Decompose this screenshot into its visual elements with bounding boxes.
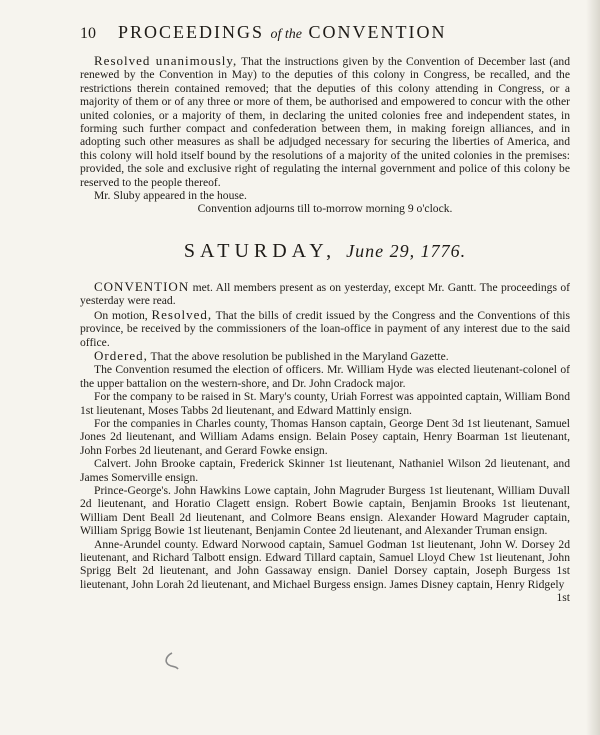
page-content	[80, 22, 570, 605]
running-title	[118, 22, 447, 43]
opening-paragraph	[80, 280, 570, 308]
motion-resolved: Resolved,	[151, 306, 213, 322]
running-head	[80, 22, 570, 48]
page-number: 10	[80, 25, 96, 42]
appearance-line: Mr. Sluby appeared in the house.	[94, 189, 247, 203]
day-heading	[80, 240, 570, 266]
motion-paragraph	[80, 308, 570, 349]
opening-text: met. All members present as on yesterday, except Mr. Gantt. The proceedings of yesterday were read.	[80, 280, 570, 308]
day-date: June 29, 1776.	[346, 240, 467, 261]
prince-georges-paragraph: Prince-George's. John Hawkins Lowe captain, John Magruder Burgess 1st lieutenant, William Duvall 2d lieutenant, and Horatio Clagett ensign. Robert Bowie captain, Benjamin Brooks 1st lieutenant, William Dent Beall 2d lieutenant, and Colmore Beans ensign. Alexander Howard Magruder captain, William Sprigg Bowie 1st lieutenant, Benjamin Contee 2d lieutenant, and Alexander Truman ensign.	[80, 483, 570, 538]
motion-text: That the bills of credit issued by the Congress and the Conventions of this province, be received by the commissioners of the loan-office in payment of any interest due to the said office.	[80, 308, 570, 349]
adjourn-line: Convention adjourns till to-morrow morning 9 o'clock.	[197, 202, 453, 216]
charles-paragraph: For the companies in Charles county, Thomas Hanson captain, George Dent 3d 1st lieutenant, Samuel Jones 2d lieutenant, and William Adams ensign. Belain Posey captain, Henry Boarman 1st lieutenant, John Forbes 2d lieutenant, and Gerard Fowke ensign.	[80, 416, 570, 457]
running-title-of: of the	[270, 27, 303, 42]
st-marys-paragraph: For the company to be raised in St. Mary's county, Uriah Forrest was appointed captain, William Bond 1st lieutenant, Moses Tabbs 2d lieutenant, and Edward Mattinly ensign.	[80, 390, 570, 417]
day-weekday: SATURDAY,	[183, 239, 337, 262]
ordered-paragraph	[80, 349, 570, 363]
opening-lead: CONVENTION	[94, 278, 190, 294]
officers-paragraph: The Convention resumed the election of officers. Mr. William Hyde was elected lieutenant-colonel of the upper battalion on the western-shore, and Dr. John Cradock major.	[80, 363, 570, 390]
resolution-lead: Resolved unanimously,	[94, 53, 238, 68]
resolution-text: That the instructions given by the Convention of December last (and renewed by the Convention in May) to the deputies of this colony in Congress, be recalled, and the restrictions therein contained removed; that the deputies of this colony attending in Congress, or a majority of them or of any three or more of them, be authorised and empowered to concur with the other united colonies, or a majority of them, in declaring the united colonies free and independent states, in forming such further compact and confederation between them, in making foreign alliances, and in adopting such other measures as shall be adjudged necessary for securing the liberties of America, and this colony will hold itself bound by the resolutions of a majority of the united colonies in the premises: provided, the sole and exclusive right of regulating the internal government and police of this colony be reserved to the people thereof.	[80, 55, 571, 189]
resolution-paragraph	[80, 54, 570, 189]
pencil-mark-icon	[160, 650, 184, 672]
running-title-end: CONVENTION	[308, 22, 447, 42]
calvert-paragraph: Calvert. John Brooke captain, Frederick Skinner 1st lieutenant, Nathaniel Wilson 2d lieutenant, and James Somerville ensign.	[80, 457, 570, 484]
running-title-main: PROCEEDINGS	[118, 22, 265, 42]
ordered-text: That the above resolution be published in the Maryland Gazette.	[147, 349, 449, 363]
motion-lead: On motion,	[94, 308, 152, 322]
catchword: 1st	[556, 591, 570, 605]
ordered-lead: Ordered,	[94, 347, 148, 363]
anne-arundel-paragraph: Anne-Arundel county. Edward Norwood captain, Samuel Godman 1st lieutenant, John W. Dorsey 2d lieutenant, and Richard Talbott ensign. Edward Tillard captain, Samuel Lloyd Chew 1st lieutenant, John Sprigg Belt 2d lieutenant, and John Gassaway ensign. Daniel Dorsey captain, Joseph Burgess 1st lieutenant, John Lorah 2d lieutenant, and Michael Burgess ensign. James Disney captain, Henry Ridgely	[80, 537, 570, 591]
